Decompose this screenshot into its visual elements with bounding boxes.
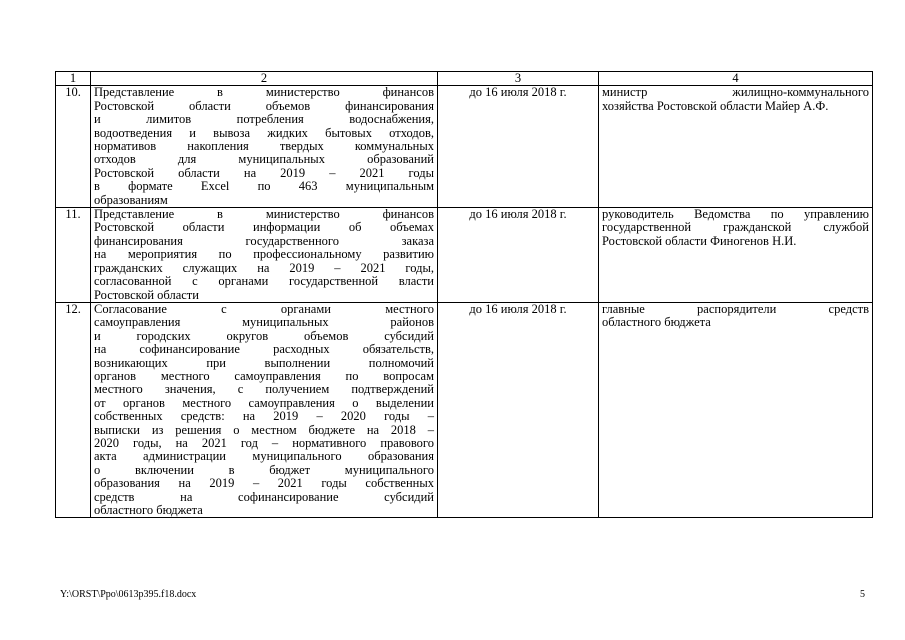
table-row bbox=[56, 86, 873, 208]
description-line: собственных средств: на 2019 – 2020 годы – bbox=[94, 409, 434, 424]
row-description bbox=[91, 208, 438, 303]
description-line: финансирования государственного заказа bbox=[94, 233, 434, 248]
row-responsible bbox=[599, 302, 873, 518]
row-number: 11. bbox=[56, 208, 91, 303]
responsible-line: руководитель Ведомства по управлению bbox=[602, 207, 869, 222]
row-number: 12. bbox=[56, 302, 91, 518]
header-col-4: 4 bbox=[599, 72, 873, 86]
row-deadline: до 16 июля 2018 г. bbox=[438, 302, 599, 518]
row-responsible bbox=[599, 86, 873, 208]
row-description bbox=[91, 302, 438, 518]
description-line: о включении в бюджет муниципального bbox=[94, 462, 434, 477]
description-line: отходов для муниципальных образований bbox=[94, 152, 434, 167]
description-line: средств на софинансирование субсидий bbox=[94, 489, 434, 504]
description-line: областного бюджета bbox=[94, 503, 203, 517]
row-responsible bbox=[599, 208, 873, 303]
row-deadline: до 16 июля 2018 г. bbox=[438, 208, 599, 303]
description-line: местного значения, с получением подтверждений bbox=[94, 382, 434, 397]
description-line: Ростовской области bbox=[94, 287, 199, 302]
table-row bbox=[56, 208, 873, 303]
row-deadline: до 16 июля 2018 г. bbox=[438, 86, 599, 208]
description-line: водоотведения и вывоза жидких бытовых отходов, bbox=[94, 125, 434, 140]
description-line: Ростовской области на 2019 – 2021 годы bbox=[94, 165, 434, 180]
header-col-3: 3 bbox=[438, 72, 599, 86]
description-line: Согласование с органами местного bbox=[94, 301, 434, 316]
description-line: образованиям bbox=[94, 192, 168, 207]
responsible-line: государственной гражданской службой bbox=[602, 220, 869, 235]
header-col-1: 1 bbox=[56, 72, 91, 86]
responsible-line: областного бюджета bbox=[602, 315, 711, 330]
description-line: согласованной с органами государственной власти bbox=[94, 274, 434, 289]
description-line: образования на 2019 – 2021 годы собственных bbox=[94, 476, 434, 491]
page-number: 5 bbox=[860, 589, 865, 600]
footer-file-path: Y:\ORST\Ppo\0613p395.f18.docx bbox=[60, 589, 197, 600]
table-row bbox=[56, 302, 873, 518]
responsible-line: Ростовской области Финогенов Н.И. bbox=[602, 233, 797, 248]
description-line: гражданских служащих на 2019 – 2021 годы, bbox=[94, 260, 434, 275]
description-line: Представление в министерство финансов bbox=[94, 207, 434, 222]
responsible-line: министр жилищно-коммунального bbox=[602, 85, 869, 100]
description-line: органов местного самоуправления по вопросам bbox=[94, 368, 434, 383]
header-col-2: 2 bbox=[91, 72, 438, 86]
description-line: возникающих при выполнении полномочий bbox=[94, 355, 434, 370]
description-line: на мероприятия по профессиональному развитию bbox=[94, 247, 434, 262]
description-line: и городских округов объемов субсидий bbox=[94, 328, 434, 343]
description-line: нормативов накопления твердых коммунальных bbox=[94, 139, 434, 154]
description-line: и лимитов потребления водоснабжения, bbox=[94, 112, 434, 127]
description-line: Представление в министерство финансов bbox=[94, 85, 434, 100]
row-number: 10. bbox=[56, 86, 91, 208]
description-line: выписки из решения о местном бюджете на 2018 – bbox=[94, 422, 434, 437]
responsible-line: хозяйства Ростовской области Майер А.Ф. bbox=[602, 98, 829, 113]
row-description bbox=[91, 86, 438, 208]
description-line: акта администрации муниципального образования bbox=[94, 449, 434, 464]
document-table bbox=[55, 71, 873, 518]
table-header-row bbox=[56, 72, 873, 86]
description-line: в формате Excel по 463 муниципальным bbox=[94, 179, 434, 194]
description-line: 2020 годы, на 2021 год – нормативного правового bbox=[94, 435, 434, 450]
description-line: Ростовской области информации об объемах bbox=[94, 220, 434, 235]
description-line: Ростовской области объемов финансирования bbox=[94, 98, 434, 113]
responsible-line: главные распорядители средств bbox=[602, 301, 869, 316]
description-line: от органов местного самоуправления о выделении bbox=[94, 395, 434, 410]
description-line: на софинансирование расходных обязательств, bbox=[94, 342, 434, 357]
description-line: самоуправления муниципальных районов bbox=[94, 315, 434, 330]
